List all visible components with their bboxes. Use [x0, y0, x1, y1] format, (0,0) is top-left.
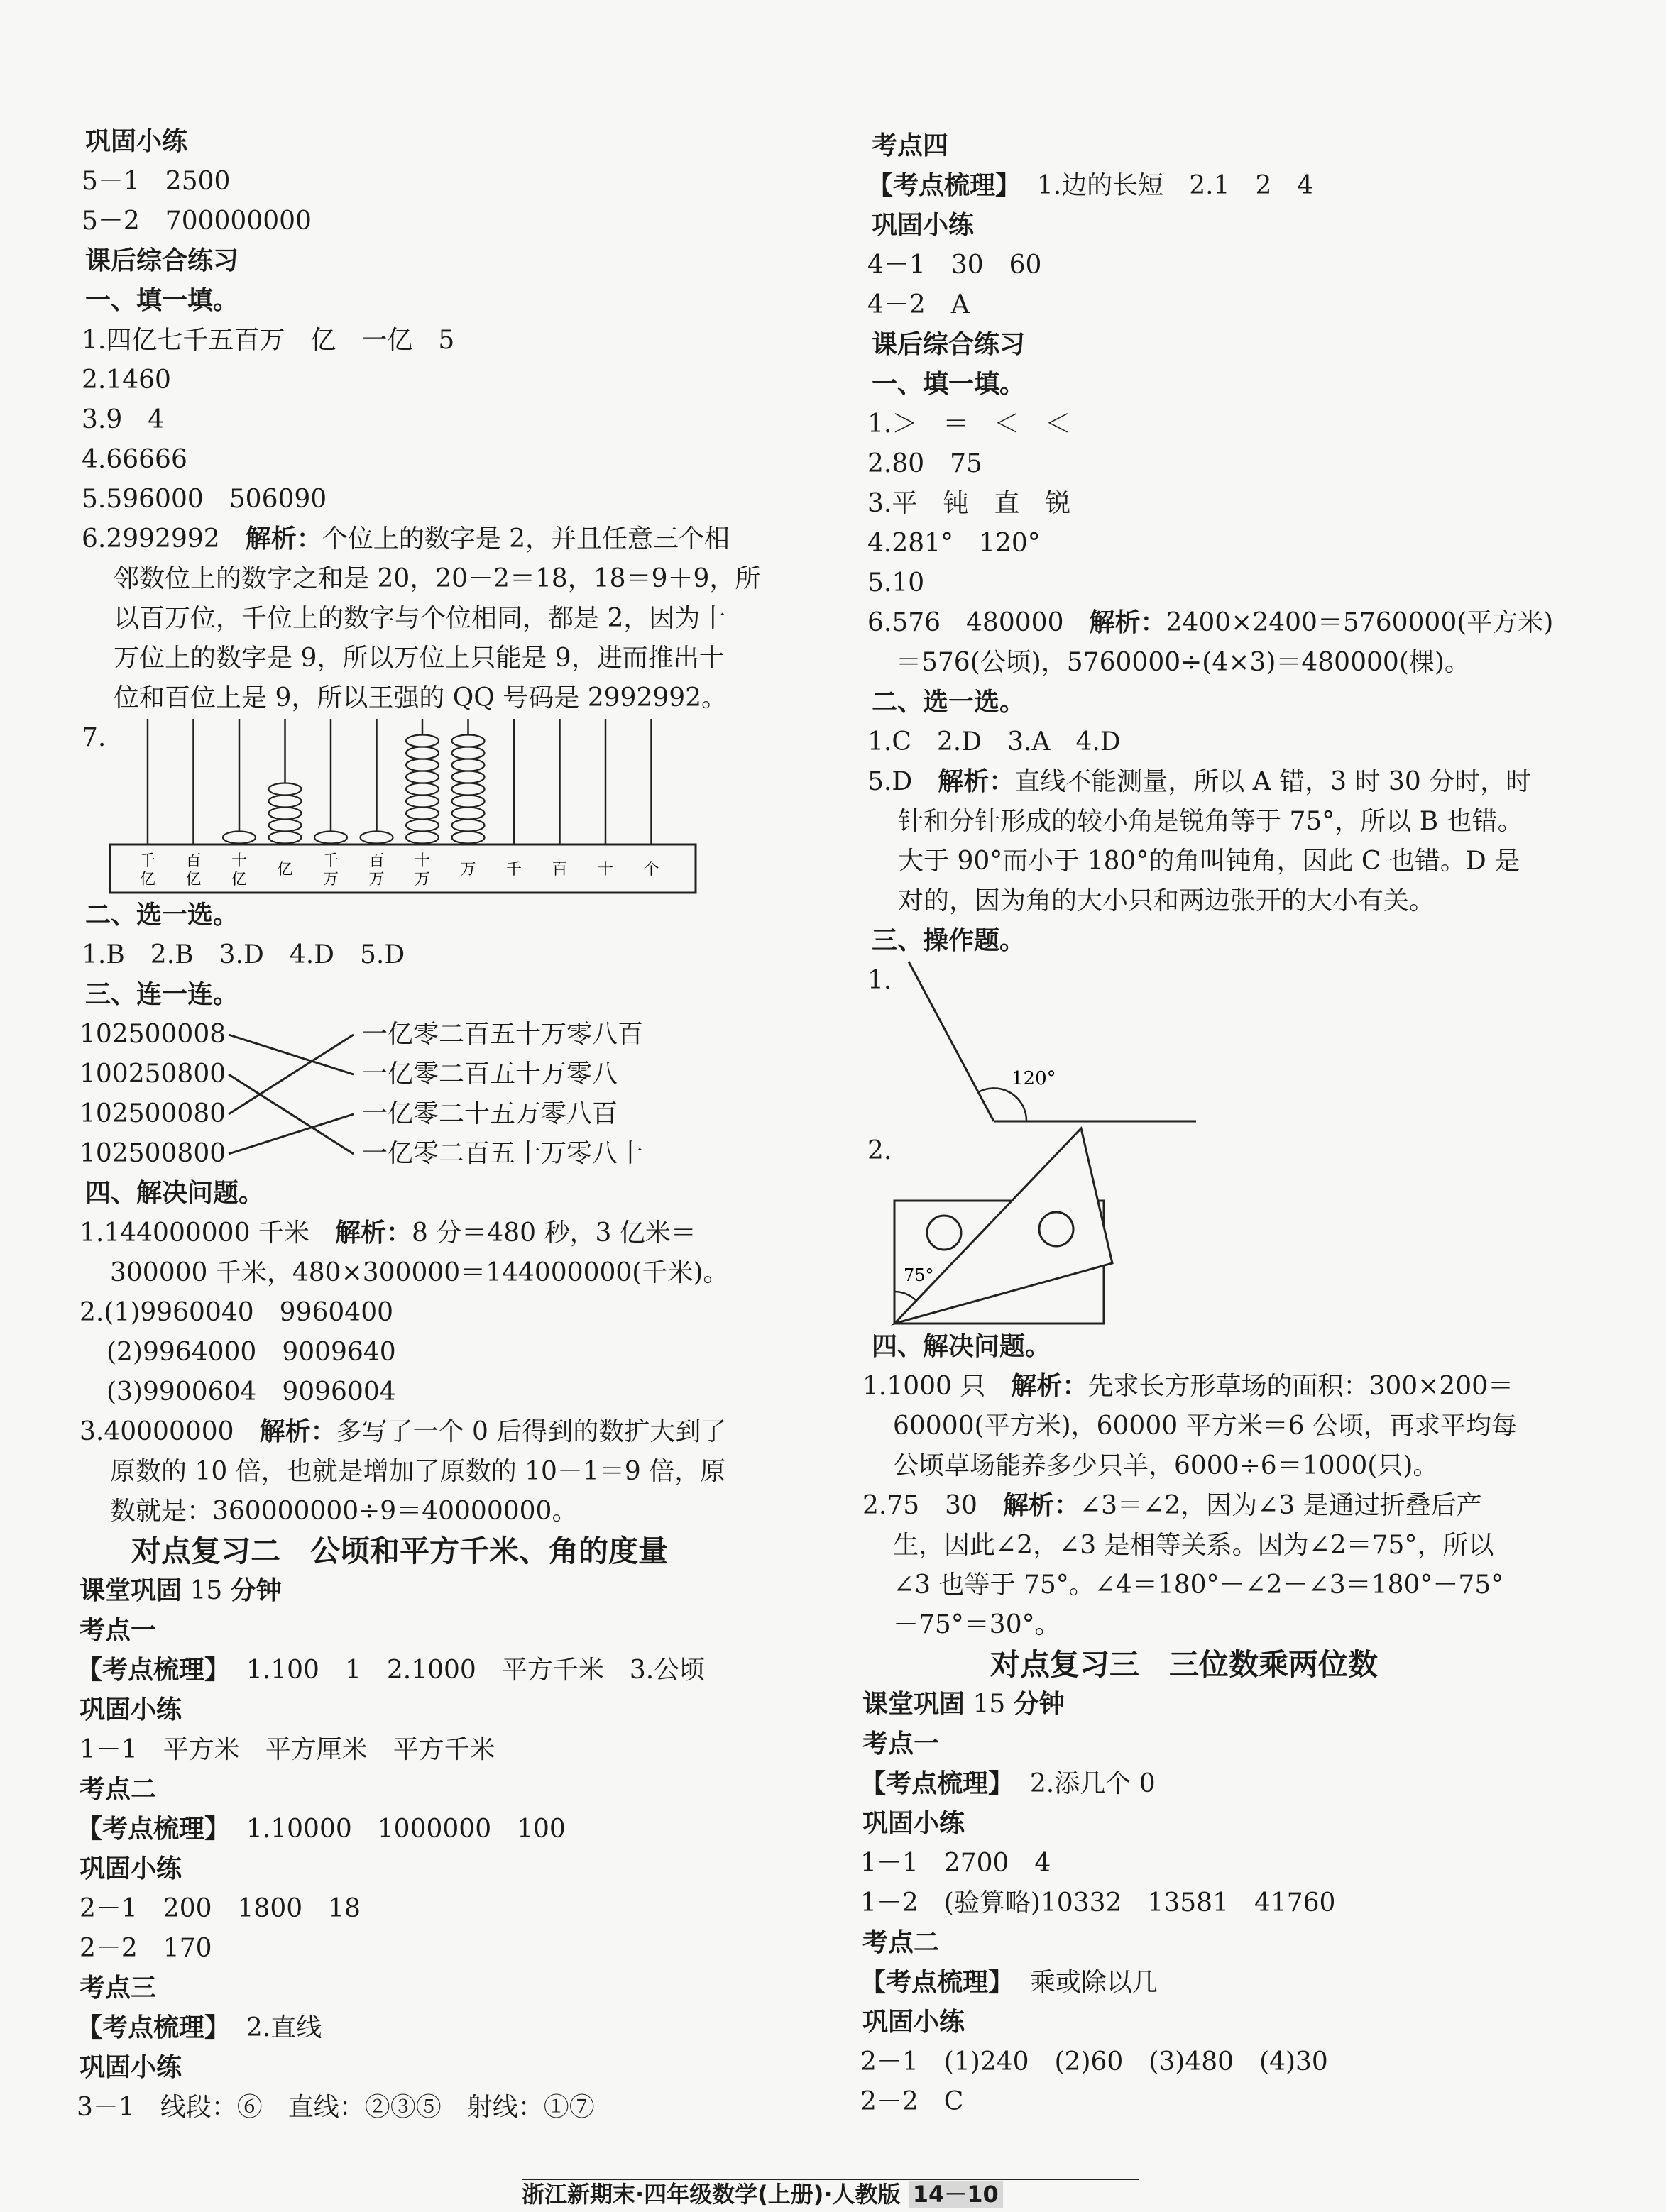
abacus-bead — [406, 820, 439, 832]
abacus-bead — [452, 759, 485, 771]
answer-line: 【考点梳理】 1.100 1 2.1000 平方千米 3.公顷 — [77, 1656, 706, 1685]
match-line — [229, 1114, 354, 1154]
heading-choose: 二、选一选。 — [872, 688, 1026, 717]
abacus-place-label: 十 — [597, 861, 614, 879]
abacus-bead — [452, 820, 485, 832]
heading-kaodian: 考点三 — [80, 1974, 157, 2003]
angle-ray — [909, 962, 994, 1121]
match-left-item: 100250800 — [80, 1060, 226, 1089]
answer-line: 5.596000 506090 — [82, 485, 327, 514]
triangle-ruler — [894, 1128, 1112, 1324]
answer-line: 邻数位上的数字之和是 20，20－2＝18，18＝9＋9，所 — [114, 564, 761, 593]
heading-match: 三、连一连。 — [85, 980, 239, 1009]
answer-line: 2－1 (1)240 (2)60 (3)480 (4)30 — [860, 2047, 1328, 2076]
answer-line: －75°＝30°。 — [893, 1610, 1061, 1639]
abacus-bead — [452, 808, 485, 820]
match-right-item: 一亿零二百五十万零八百 — [362, 1020, 644, 1049]
ruler-hole — [927, 1216, 961, 1250]
heading-operate: 三、操作题。 — [872, 926, 1026, 955]
answer-line: 公顷草场能养多少只羊，6000÷6＝1000(只)。 — [893, 1451, 1439, 1480]
abacus-bead — [406, 783, 439, 796]
footer-title: 浙江新期末·四年级数学(上册)·人教版 — [522, 2181, 901, 2208]
match-right-item: 一亿零二十五万零八百 — [362, 1099, 618, 1128]
abacus-place-label: 百 — [552, 861, 568, 879]
abacus-place-label: 万 — [460, 861, 476, 879]
heading-practice: 巩固小练 — [862, 2008, 965, 2037]
abacus-bead — [361, 832, 393, 844]
abacus-bead — [406, 759, 439, 771]
abacus-bead — [406, 735, 439, 747]
answer-line: 2－1 200 1800 18 — [80, 1894, 361, 1923]
match-left-item: 102500080 — [80, 1099, 226, 1128]
answer-line: 4.281° 120° — [867, 529, 1041, 558]
heading-kaodian: 考点一 — [80, 1616, 157, 1645]
angle-diagram — [894, 951, 1207, 1128]
answer-line: 【考点梳理】 乘或除以几 — [860, 1968, 1158, 1997]
answer-line: 1.1000 只 解析：先求长方形草场的面积：300×200＝ — [862, 1372, 1514, 1401]
answer-line: 大于 90°而小于 180°的角叫钝角，因此 C 也错。D 是 — [898, 847, 1520, 876]
heading-fill: 一、填一填。 — [872, 370, 1026, 399]
class-consolidation: 课堂巩固 15 分钟 — [80, 1576, 282, 1605]
answer-line: 原数的 10 倍，也就是增加了原数的 10－1＝9 倍，原 — [110, 1457, 726, 1486]
abacus-bead — [452, 796, 485, 808]
answer-line: 2－2 170 — [80, 1934, 212, 1963]
answer-line: 【考点梳理】 1.边的长短 2.1 2 4 — [867, 171, 1314, 200]
heading-practice: 巩固小练 — [862, 1809, 965, 1838]
abacus-place-label: 十 — [414, 852, 431, 870]
heading-practice: 巩固小练 — [80, 1854, 182, 1883]
angle-label: 120° — [1012, 1068, 1056, 1089]
abacus-place-label: 个 — [643, 861, 659, 879]
page-footer — [522, 2179, 1139, 2208]
answer-line: 1－1 2700 4 — [860, 1849, 1051, 1878]
answer-line: ＝576(公顷)，5760000÷(4×3)＝480000(棵)。 — [896, 648, 1470, 677]
match-left-item: 102500008 — [80, 1020, 226, 1049]
abacus-place-label: 百 — [185, 852, 202, 870]
abacus-bead — [452, 783, 485, 796]
heading-after-class: 课后综合练习 — [85, 246, 239, 275]
section-title: 对点复习三 三位数乘两位数 — [990, 1647, 1379, 1682]
heading-choose: 二、选一选。 — [85, 901, 239, 930]
match-line — [229, 1074, 354, 1154]
triangle-ruler-diagram — [891, 1121, 1129, 1327]
abacus-bead — [269, 783, 302, 796]
answer-line: 针和分针形成的较小角是锐角等于 75°，所以 B 也错。 — [898, 807, 1523, 836]
abacus-place-label: 亿 — [185, 871, 202, 888]
answer-line: 3.40000000 解析：多写了一个 0 后得到的数扩大到了 — [80, 1417, 727, 1446]
abacus-place-label: 万 — [322, 871, 339, 888]
abacus-bead — [269, 796, 302, 808]
question-number: 2. — [867, 1136, 892, 1165]
answer-line: 以百万位，千位上的数字与个位相同，都是 2，因为十 — [114, 604, 726, 633]
abacus-bead — [406, 832, 439, 844]
match-right-item: 一亿零二百五十万零八十 — [362, 1139, 644, 1168]
answer-line: 生，因此∠2，∠3 是相等关系。因为∠2＝75°，所以 — [893, 1531, 1494, 1560]
abacus-bead — [452, 747, 485, 759]
answer-line: 6.2992992 解析：个位上的数字是 2，并且任意三个相 — [82, 524, 730, 554]
answer-line: 1.四亿七千五百万 亿 一亿 5 — [82, 326, 455, 355]
abacus-place-label: 亿 — [139, 871, 156, 888]
page-number: 14－10 — [909, 2181, 1003, 2208]
answer-line: 2.80 75 — [867, 449, 982, 478]
abacus-bead — [406, 808, 439, 820]
class-consolidation: 课堂巩固 15 分钟 — [862, 1690, 1065, 1719]
heading-after-class: 课后综合练习 — [872, 330, 1026, 359]
abacus-bead — [223, 832, 256, 844]
heading-practice: 巩固小练 — [85, 127, 188, 156]
answer-line: 5.10 — [867, 568, 925, 598]
abacus-place-label: 十 — [231, 852, 248, 870]
answer-line: 【考点梳理】 1.10000 1000000 100 — [77, 1815, 566, 1844]
abacus-bead — [406, 771, 439, 783]
answer-line: 【考点梳理】 2.添几个 0 — [860, 1769, 1156, 1798]
abacus-place-label: 万 — [368, 871, 385, 888]
answer-line: 1－1 平方米 平方厘米 平方千米 — [80, 1735, 495, 1764]
answer-line: 4－2 A — [867, 290, 970, 319]
answer-line: 3.9 4 — [82, 405, 165, 434]
answer-line: 对的，因为角的大小只和两边张开的大小有关。 — [898, 886, 1435, 915]
heading-practice: 巩固小练 — [80, 2053, 182, 2082]
heading-fill: 一、填一填。 — [85, 286, 239, 315]
answer-line: 数就是：360000000÷9＝40000000。 — [110, 1497, 578, 1526]
match-right-item: 一亿零二百五十万零八 — [362, 1060, 618, 1089]
heading-practice: 巩固小练 — [80, 1695, 182, 1724]
answer-line: 4－1 30 60 — [867, 251, 1042, 280]
abacus-bead — [452, 832, 485, 844]
heading-practice: 巩固小练 — [872, 211, 975, 240]
abacus-diagram — [106, 713, 703, 901]
abacus-bead — [314, 832, 347, 844]
answer-line: 6.576 480000 解析：2400×2400＝5760000(平方米) — [867, 608, 1554, 637]
section-title: 对点复习二 公顷和平方千米、角的度量 — [131, 1534, 669, 1568]
answer-line: 5.D 解析：直线不能测量，所以 A 错，3 时 30 分时，时 — [867, 767, 1532, 796]
abacus-bead — [269, 820, 302, 832]
heading-kaodian: 考点二 — [862, 1928, 940, 1957]
question-number: 1. — [867, 966, 892, 995]
heading-solve: 四、解决问题。 — [872, 1332, 1051, 1361]
abacus-place-label: 亿 — [277, 861, 293, 879]
match-line — [229, 1035, 354, 1074]
match-line — [229, 1035, 354, 1114]
angle-arc — [894, 1292, 916, 1300]
abacus-place-label: 百 — [368, 852, 385, 870]
abacus-bead — [406, 796, 439, 808]
abacus-bead — [269, 808, 302, 820]
answer-line: 5－1 2500 — [82, 167, 231, 196]
answer-line: 【考点梳理】 2.直线 — [77, 2013, 322, 2042]
answer-line: 1.＞ ＝ ＜ ＜ — [867, 409, 1071, 439]
answer-line: ∠3 也等于 75°。∠4＝180°－∠2－∠3＝180°－75° — [893, 1570, 1504, 1600]
answer-line: 2.75 30 解析：∠3＝∠2，因为∠3 是通过折叠后产 — [862, 1491, 1482, 1520]
heading-kaodian: 考点四 — [872, 131, 949, 160]
abacus-bead — [452, 735, 485, 747]
answer-line: 1－2 (验算略)10332 13581 41760 — [860, 1888, 1336, 1917]
abacus-place-label: 千 — [322, 852, 339, 870]
abacus-bead — [406, 747, 439, 759]
answer-line: 300000 千米，480×300000＝144000000(千米)。 — [110, 1258, 729, 1287]
abacus-place-label: 千 — [505, 861, 522, 879]
answer-line: 2.1460 — [82, 365, 171, 395]
heading-kaodian: 考点二 — [80, 1775, 157, 1804]
abacus-bead — [452, 771, 485, 783]
abacus-bead — [269, 832, 302, 844]
abacus-place-label: 亿 — [231, 871, 248, 888]
answer-line: 60000(平方米)，60000 平方米＝6 公顷，再求平均每 — [893, 1412, 1517, 1441]
answer-line: 1.C 2.D 3.A 4.D — [867, 727, 1121, 756]
answer-line: 万位上的数字是 9，所以万位上只能是 9，进而推出十 — [114, 644, 725, 673]
abacus-place-label: 千 — [139, 852, 156, 870]
match-left-item: 102500800 — [80, 1139, 226, 1168]
answer-line: 2－2 C — [860, 2087, 964, 2116]
answer-line: 4.66666 — [82, 445, 187, 474]
answer-line: 2.(1)9960040 9960400 — [80, 1298, 394, 1327]
question-number: 7. — [82, 723, 106, 752]
abacus-place-label: 万 — [414, 871, 431, 888]
angle-label: 75° — [904, 1265, 934, 1285]
answer-line: 3－1 线段：⑥ 直线：②③⑤ 射线：①⑦ — [77, 2093, 595, 2122]
heading-solve: 四、解决问题。 — [85, 1179, 265, 1208]
match-lines — [220, 1015, 362, 1178]
answer-line: (3)9900604 9096004 — [106, 1377, 396, 1407]
heading-kaodian: 考点一 — [862, 1729, 940, 1759]
answer-line: 位和百位上是 9，所以王强的 QQ 号码是 2992992。 — [114, 683, 728, 712]
answer-line: 1.144000000 千米 解析：8 分＝480 秒，3 亿米＝ — [80, 1218, 696, 1248]
answer-line: (2)9964000 9009640 — [106, 1338, 396, 1367]
answer-line: 5－2 700000000 — [82, 207, 312, 236]
answer-line: 3.平 钝 直 锐 — [867, 489, 1071, 518]
answer-line: 1.B 2.B 3.D 4.D 5.D — [82, 940, 405, 969]
